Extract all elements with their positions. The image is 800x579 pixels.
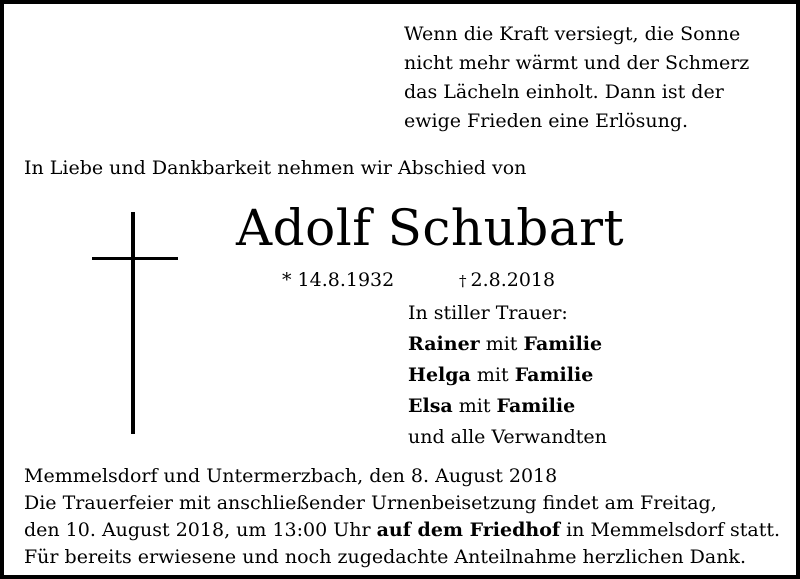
funeral-location: auf dem Friedhof — [376, 519, 561, 541]
cross-icon-bar — [92, 257, 178, 260]
birth-date: * 14.8.1932 — [282, 269, 395, 291]
mourner-entry — [408, 391, 607, 422]
death-date: 2.8.2018 — [470, 269, 556, 291]
mourner-family: Familie — [514, 364, 594, 386]
poem-line: ewige Frieden eine Erlösung. — [404, 110, 689, 132]
poem — [404, 20, 749, 136]
cross-icon — [131, 212, 135, 434]
mourner-family: Familie — [523, 333, 603, 355]
intro-text: In Liebe und Dankbarkeit nehmen wir Abschied von — [24, 157, 527, 179]
mourner-family: Familie — [496, 395, 576, 417]
place-date: Memmelsdorf und Untermerzbach, den 8. August 2018 — [24, 465, 558, 487]
death-cross-icon: † — [459, 272, 467, 290]
footer — [24, 463, 780, 571]
death-date-block — [459, 266, 555, 295]
mourner-name: Rainer — [408, 333, 480, 355]
funeral-info-line2 — [24, 517, 780, 544]
poem-line: nicht mehr wärmt und der Schmerz — [404, 52, 750, 74]
funeral-info-line1: Die Trauerfeier mit anschließender Urnenbeisetzung findet am Freitag, — [24, 492, 717, 514]
mourners-list — [408, 298, 607, 453]
mourners-heading: In stiller Trauer: — [408, 302, 568, 324]
deceased-name: Adolf Schubart — [236, 199, 625, 257]
poem-line: das Lächeln einholt. Dann ist der — [404, 81, 724, 103]
poem-line: Wenn die Kraft versiegt, die Sonne — [404, 23, 741, 45]
mourner-name: Elsa — [408, 395, 453, 417]
mourner-entry — [408, 360, 607, 391]
thanks-text: Für bereits erwiesene und noch zugedachte Anteilnahme herzlichen Dank. — [24, 546, 746, 568]
mourner-connector: mit — [458, 395, 491, 417]
mourners-closing: und alle Verwandten — [408, 426, 607, 448]
mourner-connector: mit — [476, 364, 509, 386]
mourner-entry — [408, 329, 607, 360]
funeral-info-post: in Memmelsdorf statt. — [560, 519, 781, 541]
mourner-connector: mit — [485, 333, 518, 355]
funeral-info-pre: den 10. August 2018, um 13:00 Uhr — [24, 519, 377, 541]
mourner-name: Helga — [408, 364, 471, 386]
